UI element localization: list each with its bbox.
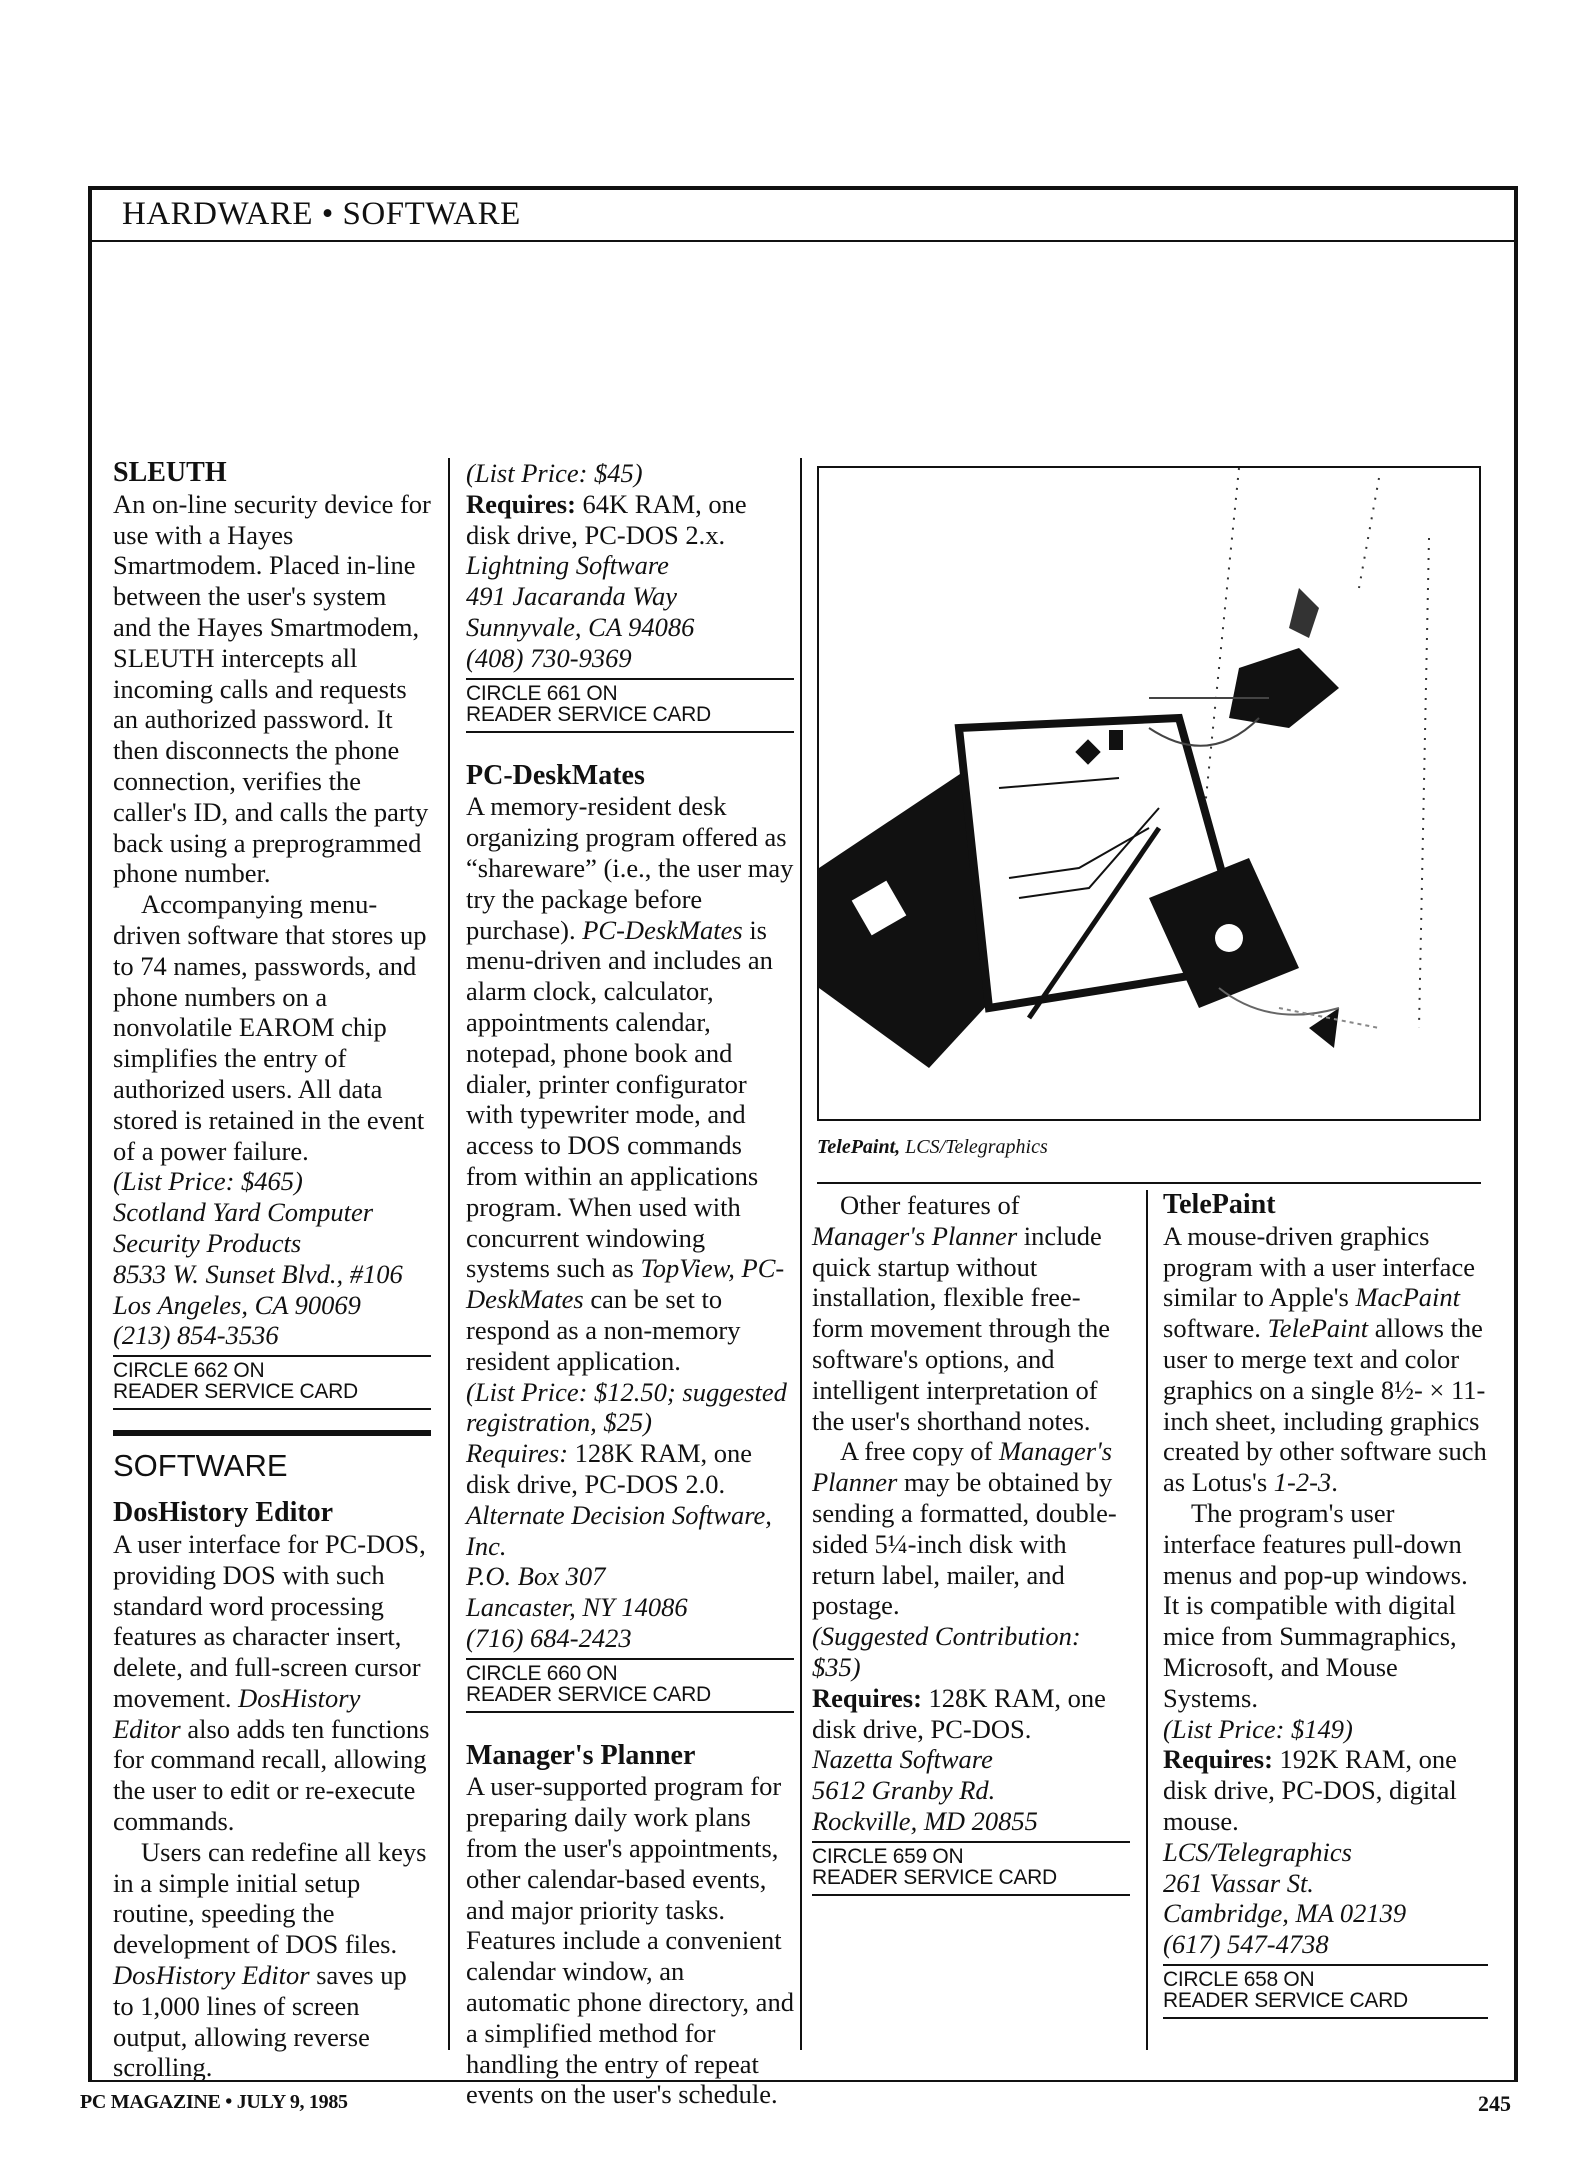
text: Users can redefine all keys in a simple initial setup routine, speeding the development of DOS files. [113,1836,427,1960]
sleuth-price: (List Price: $465) [113,1166,303,1197]
doshistory-requires [466,489,794,551]
reader-service-card: READER SERVICE CARD [1163,1988,1408,2012]
column-rule-3 [1146,1190,1148,2050]
column-3 [812,1190,1130,1910]
deskmates-company: Alternate Decision Software, Inc. [466,1499,772,1561]
page-number: 245 [1478,2091,1511,2116]
text: include quick startup without installation, flexible free-form movement through the software's options, and intelligent interpretation of the user's shorthand notes. [812,1220,1111,1436]
telepaint-address-2: Cambridge, MA 02139 [1163,1898,1407,1929]
product-name: TelePaint [1267,1313,1369,1344]
sleuth-address-2: Los Angeles, CA 90069 [113,1289,361,1320]
planner-paragraph-1: A user-supported program for preparing daily work plans from the user's appointments, other calendar-based events, and major priority tasks. Features include a convenient calendar window, an automatic phone directory, and a simplified method for handling the entry of repeat events on the user's schedule. [466,1771,794,2110]
product-photo-illustration [819,468,1481,1121]
requires-label: Requires: [466,1438,569,1469]
software-heading: SOFTWARE [113,1448,288,1484]
telepaint-paragraph-1 [1163,1221,1488,1498]
doshistory-company: Lightning Software [466,550,669,581]
photo-caption-rule [817,1182,1481,1184]
deskmates-address-1: P.O. Box 307 [466,1561,606,1592]
requires-label: Requires: [1163,1744,1273,1775]
doshistory-paragraph-2 [113,1837,431,2083]
product-name: 1-2-3 [1273,1467,1332,1498]
planner-company: Nazetta Software [812,1744,993,1775]
planner-paragraph-3 [812,1436,1130,1621]
requires-label: Requires: [466,488,576,519]
circle-number: CIRCLE 659 ON [812,1844,964,1868]
text: can be set to respond as a non-memory resident application. [466,1284,741,1376]
reader-service-card: READER SERVICE CARD [113,1380,358,1404]
text: may be obtained by sending a formatted, double-sided 5¼-inch disk with return label, mailer, and postage. [812,1467,1117,1621]
planner-requires [812,1683,1130,1745]
text: A free copy of [840,1436,993,1467]
circle-number: CIRCLE 658 ON [1163,1967,1315,1991]
planner-address-2: Rockville, MD 20855 [812,1805,1038,1836]
planner-title: Manager's Planner [466,1739,696,1771]
circle-number: CIRCLE 661 ON [466,681,618,705]
telepaint-photo [817,466,1481,1121]
deskmates-requires [466,1438,794,1500]
telepaint-address-1: 261 Vassar St. [1163,1867,1314,1898]
sleuth-phone: (213) 854-3536 [113,1320,279,1351]
requires-text: 128K RAM, one disk drive, PC-DOS. [812,1682,1106,1744]
product-name: DosHistory Editor [113,1682,361,1744]
text: is menu-driven and includes an alarm clock, calculator, appointments calendar, notepad, phone book and dialer, printer configurator with typewriter mode, and access to DOS commands from within an applications program. When used with concurrent windowing systems such as [466,914,773,1284]
sleuth-paragraph-2: Accompanying menu-driven software that stores up to 74 names, passwords, and phone numbers on a nonvolatile EAROM chip simplifies the entry of authorized users. All data stored is retained in the event of a power failure. [113,889,427,1166]
circle-number: CIRCLE 662 ON [113,1359,265,1383]
text: also adds ten functions for command recall, allowing the user to edit or re-execute commands. [113,1713,430,1837]
reader-service-card: READER SERVICE CARD [466,1682,711,1706]
text: saves up to 1,000 lines of screen output, allowing reverse scrolling. [113,1960,407,2083]
planner-address-1: 5612 Granby Rd. [812,1775,996,1806]
planner-price: (Suggested Contribution: $35) [812,1621,1081,1682]
telepaint-reader-service [1163,1964,1488,2019]
telepaint-requires [1163,1744,1488,1836]
sleuth-address-1: 8533 W. Sunset Blvd., #106 [113,1258,403,1289]
column-1 [113,458,431,2083]
text: . [1331,1467,1338,1498]
doshistory-address-2: Sunnyvale, CA 94086 [466,611,695,642]
requires-text: 192K RAM, one disk drive, PC-DOS, digital mouse. [1163,1744,1457,1836]
deskmates-address-2: Lancaster, NY 14086 [466,1592,688,1623]
product-name: TopView, PC-DeskMates [466,1253,785,1315]
telepaint-company: LCS/Telegraphics [1163,1836,1352,1867]
text: A memory-resident desk organizing program offered as “shareware” (i.e., the user may try the package before purchase). [466,791,794,945]
text: software. [1163,1313,1261,1344]
doshistory-paragraph-1 [113,1529,431,1837]
deskmates-paragraph-1 [466,791,794,1376]
product-name: MacPaint [1355,1282,1460,1313]
text: A mouse-driven graphics program with a user interface similar to Apple's [1163,1220,1475,1313]
doshistory-reader-service [466,678,794,733]
product-name: DosHistory Editor [113,1960,310,1991]
telepaint-phone: (617) 547-4738 [1163,1929,1329,1960]
requires-text: 128K RAM, one disk drive, PC-DOS 2.0. [466,1438,753,1499]
column-rule-2 [800,458,802,2050]
column-4 [1163,1190,1488,2033]
deskmates-price: (List Price: $12.50; suggested registration, $25) [466,1376,787,1438]
reader-service-card: READER SERVICE CARD [466,702,711,726]
doshistory-price: (List Price: $45) [466,458,643,488]
text: Other features of [840,1190,1020,1220]
sleuth-paragraph-1: An on-line security device for use with a Hayes Smartmodem. Placed in-line between the user's system and the Hayes Smartmodem, SLEUTH intercepts all incoming calls and requests an authorized password. It then disconnects the phone connection, verifies the caller's ID, and calls the party back using a preprogrammed phone number. [113,488,431,889]
doshistory-title: DosHistory Editor [113,1497,334,1529]
sleuth-title: SLEUTH [113,457,227,488]
product-name: PC-DeskMates [582,914,743,945]
product-name: Manager's Planner [812,1220,1018,1251]
requires-text: 64K RAM, one disk drive, PC-DOS 2.x. [466,488,747,550]
telepaint-title: TelePaint [1163,1189,1276,1220]
circle-number: CIRCLE 660 ON [466,1661,618,1685]
sleuth-company: Scotland Yard Computer Security Products [113,1197,374,1258]
footer-publication: PC MAGAZINE • JULY 9, 1985 [80,2091,348,2113]
section-title: HARDWARE • SOFTWARE [122,196,521,232]
text: A user interface for PC-DOS, providing DOS with such standard word processing features as character insert, delete, and full-screen cursor movement. [113,1528,426,1713]
planner-paragraph-2 [812,1190,1130,1436]
photo-caption [817,1136,1048,1159]
planner-reader-service [812,1841,1130,1896]
requires-label: Requires: [812,1682,922,1713]
deskmates-reader-service [466,1658,794,1713]
software-divider [113,1430,431,1436]
caption-company: LCS/Telegraphics [905,1136,1048,1158]
doshistory-address-1: 491 Jacaranda Way [466,581,677,612]
deskmates-phone: (716) 684-2423 [466,1622,632,1653]
reader-service-card: READER SERVICE CARD [812,1865,1057,1889]
doshistory-phone: (408) 730-9369 [466,642,632,673]
product-name: Manager's Planner [812,1436,1113,1498]
text: allows the user to merge text and color graphics on a single 8½- × 11-inch sheet, including graphics created by other software such as Lotus's [1163,1313,1487,1498]
deskmates-title: PC-DeskMates [466,759,645,791]
telepaint-price: (List Price: $149) [1163,1713,1353,1744]
caption-product: TelePaint, [817,1136,901,1158]
column-rule-1 [448,458,450,2050]
telepaint-paragraph-2: The program's user interface features pull-down menus and pop-up windows. It is compatible with digital mice from Summagraphics, Microsoft, and Mouse Systems. [1163,1497,1468,1713]
column-2 [466,458,794,2110]
sleuth-reader-service [113,1355,431,1410]
